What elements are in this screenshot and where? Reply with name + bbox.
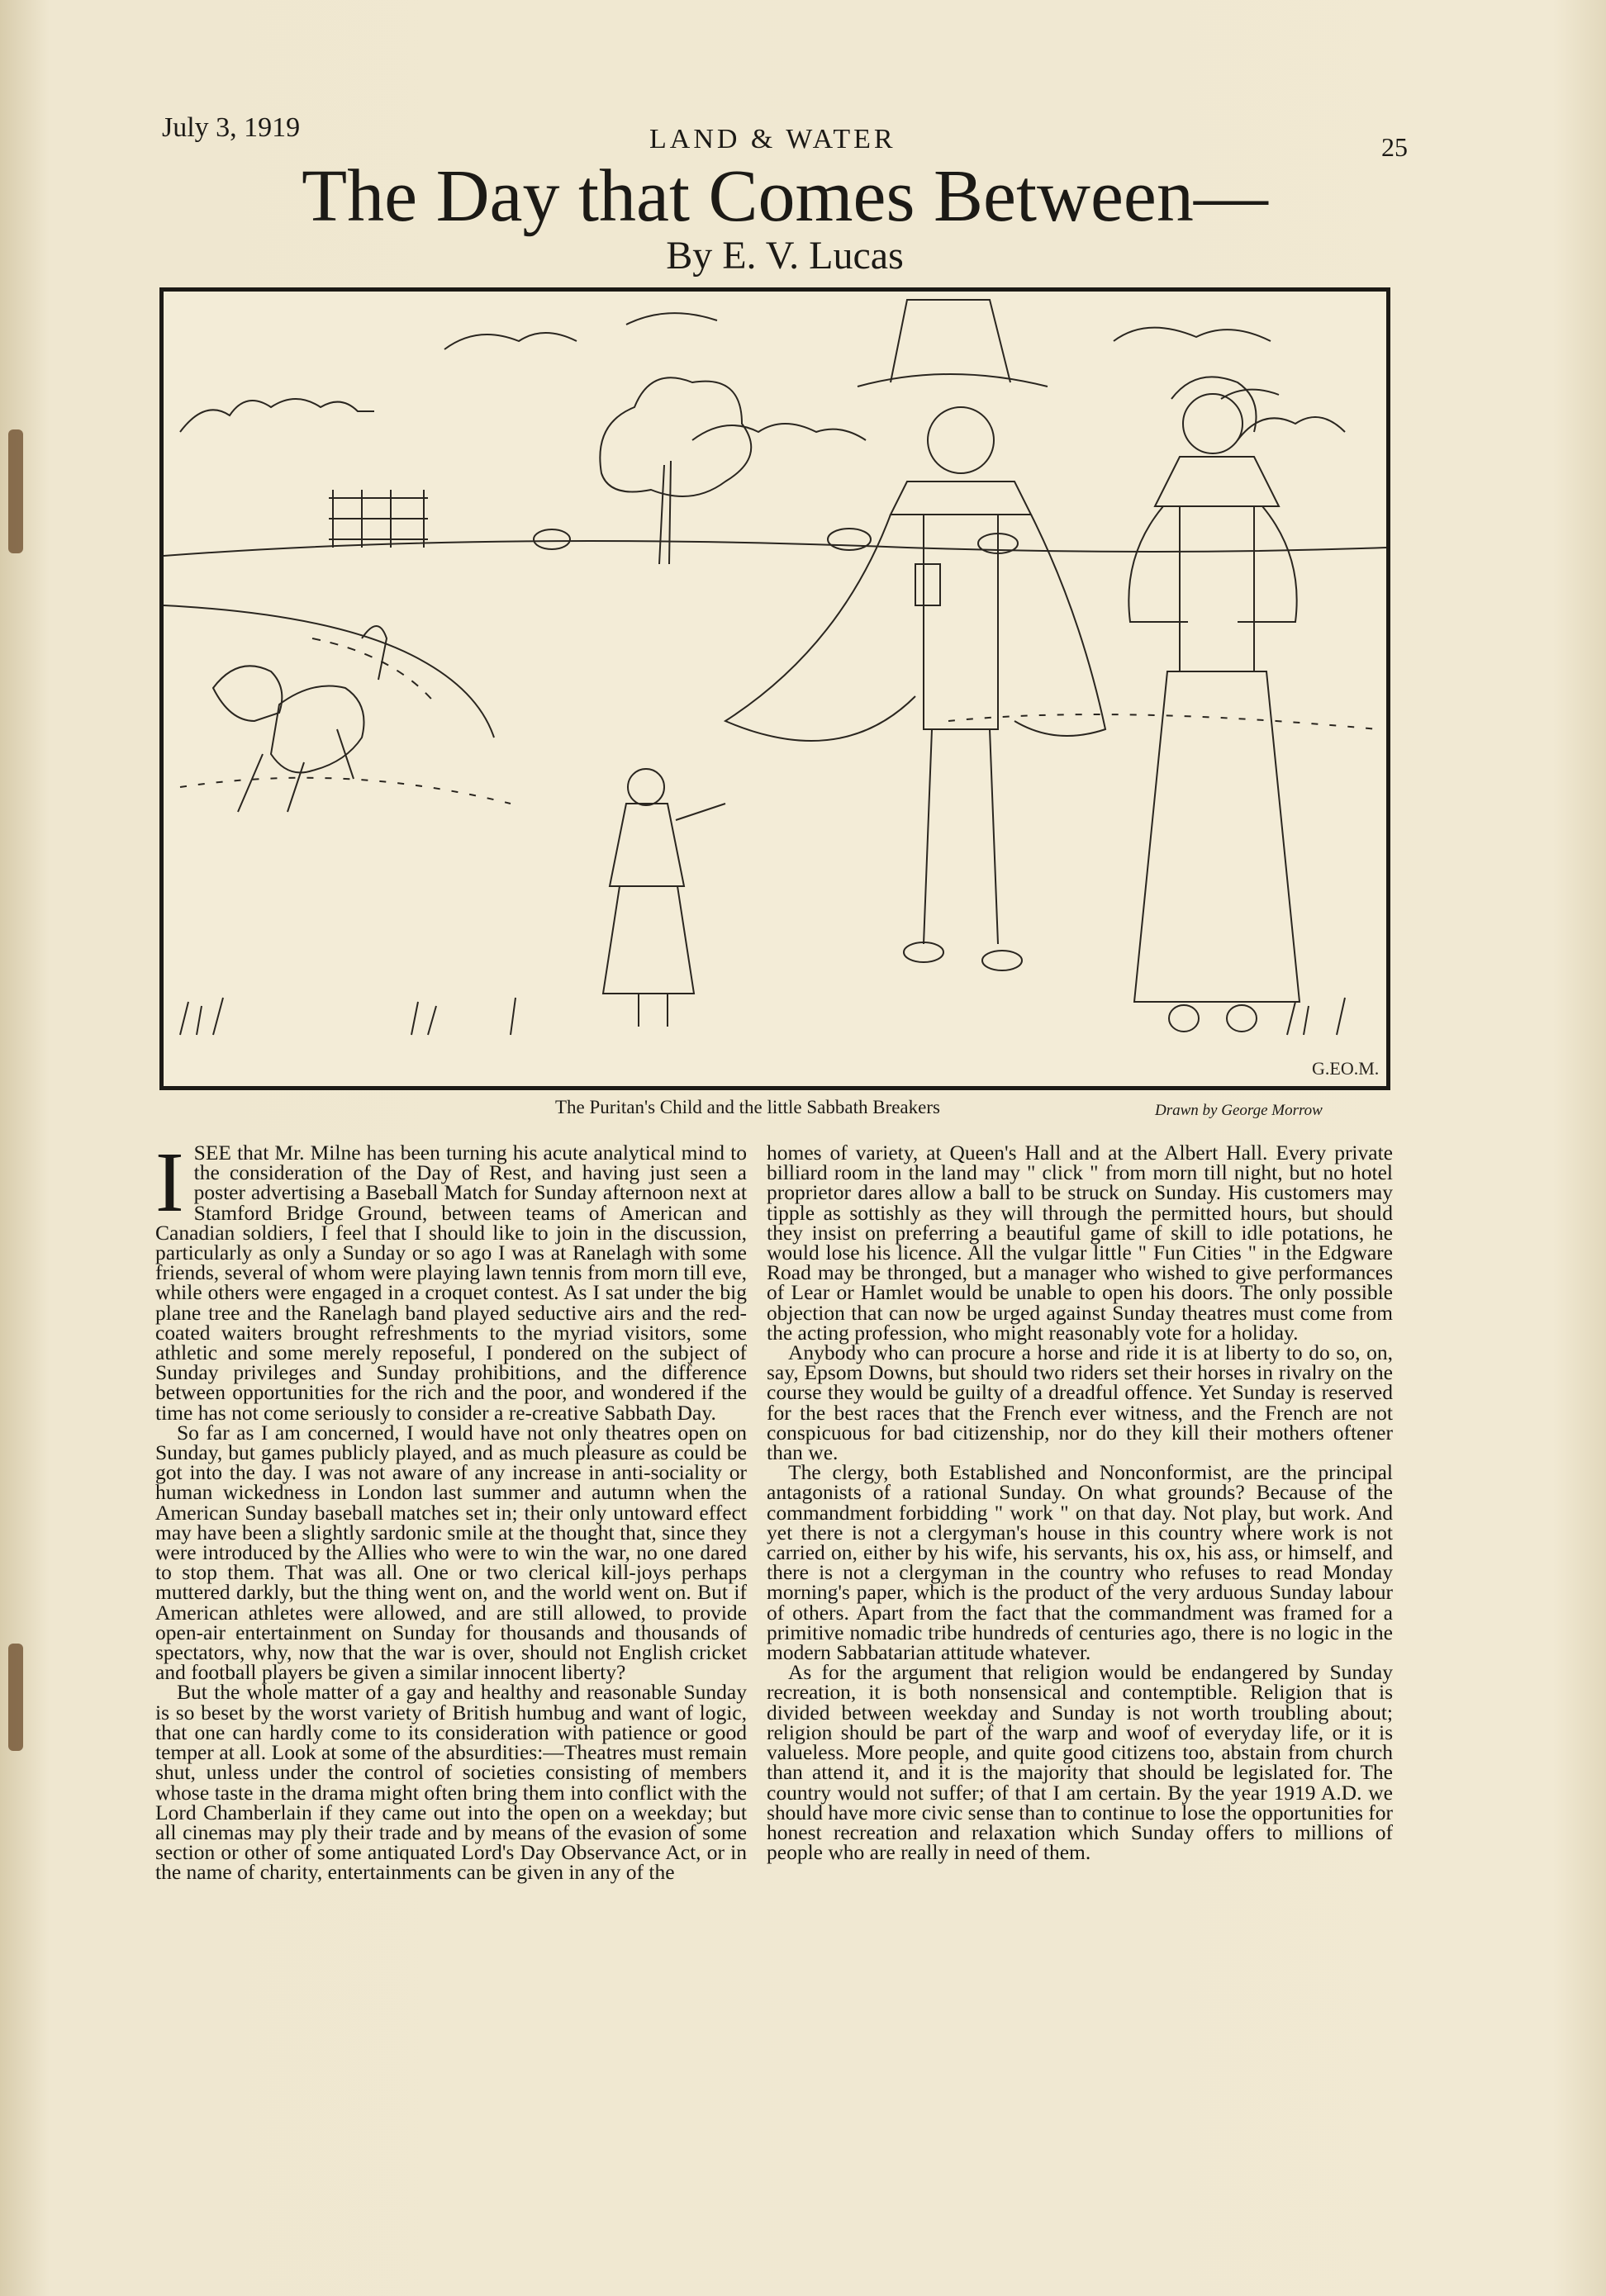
illustration-drawing	[164, 292, 1386, 1086]
paragraph: Anybody who can procure a horse and ride it is at liberty to do so, on, say, Epsom Downs, but should two riders set their horses in rivalry on the course they would be guilty of a dreadful offence. Yet Sunday is reserved for the best races that the French ever witness, and the French are not conspicuous for bad citizenship, nor do they kill their mothers oftener than we.	[767, 1340, 1393, 1465]
illustration-caption: The Puritan's Child and the little Sabbath Breakers	[555, 1097, 940, 1117]
paragraph: The clergy, both Established and Nonconformist, are the principal antagonists of a rational Sunday. On what grounds? Because of the commandment forbidding " work " on that day. Not play, but work. And yet there is not a clergyman's house in this country where work is not carried on, either by his wife, his servants, his ox, his ass, or himself, and there is not a clergyman in the country who refuses to read Monday morning's paper, which is the product of the very arduous Sunday labour of others. Apart from the fact that the commandment was framed for a primitive nomadic tribe hundreds of centuries ago, there is no logic in the modern Sabbatarian attitude whatever.	[767, 1460, 1393, 1665]
article-byline: By E. V. Lucas	[666, 234, 904, 278]
illustration-credit: Drawn by George Morrow	[1155, 1102, 1323, 1119]
illustrator-signature: G.EO.M.	[1312, 1058, 1380, 1079]
page-number: 25	[1381, 132, 1408, 162]
binding-stain	[8, 1644, 23, 1751]
illustration	[159, 287, 1390, 1090]
article-title: The Day that Comes Between—	[302, 155, 1268, 237]
paragraph-text: SEE that Mr. Milne has been turning his acute analytical mind to the consideration of the Day of Rest, and having just seen a poster advertising a Baseball Match for Sunday afternoon next at Stamford Bridge Ground, between teams of American and Canadian soldiers, I feel that I should like to join in the discussion, particularly as only a Sunday or so ago I was at Ranelagh with some friends, several of whom were playing lawn tennis from morn till eve, while others were engaged in a croquet contest. As I sat under the big plane tree and the Ranelagh band played seductive airs and the red-coated waiters brought refreshments to the myriad visitors, some athletic and some merely reposeful, I pondered on the subject of Sunday privileges and Sunday prohibitions, and the difference between opportunities for the rich and the poor, and wondered if the time has not come seriously to consider a re-creative Sabbath Day.	[155, 1141, 747, 1425]
binding-stain	[8, 429, 23, 553]
paragraph: homes of variety, at Queen's Hall and at the Albert Hall. Every private billiard room in the land may " click " from morn till night, but no hotel proprietor dares allow a ball to be struck on Sunday. His customers may tipple as sottishly as they will through the permitted hours, but should they insist on preferring a beautiful game of skill to idle potations, he would lose his licence. All the vulgar little " Fun Cities " in the Edgware Road may be thronged, but a manager who wished to give performances of Lear or Hamlet would be unable to open his doors. The only possible objection that can now be urged against Sunday theatres must come from the acting profession, who might reasonably vote for a holiday.	[767, 1141, 1393, 1345]
magazine-name: LAND & WATER	[649, 124, 896, 154]
drop-cap: I	[155, 1135, 184, 1230]
issue-date: July 3, 1919	[162, 112, 301, 143]
article-column-left	[155, 1135, 747, 1885]
paragraph	[155, 1135, 747, 1425]
paragraph: As for the argument that religion would be endangered by Sunday recreation, it is both nonsensical and contemptible. Religion that is divided between weekday and Sunday is not worth troubling about; religion should be part of the warp and woof of everyday life, or it is valueless. More people, and quite good citizens too, abstain from church than attend it, and it is the majority that should be legislated for. The country would not suffer; of that I am certain. By the year 1919 A.D. we should have more civic sense than to continue to lose the opportunities for honest recreation and relaxation which Sunday offers to millions of people who are really in need of them.	[767, 1660, 1393, 1865]
paragraph: But the whole matter of a gay and healthy and reasonable Sunday is so beset by the worst variety of British humbug and want of logic, that one can hardly come to its consideration with patience or good temper at all. Look at some of the absurdities:—Theatres must remain shut, unless under the control of societies consisting of members whose taste in the drama might often bring them into conflict with the Lord Chamberlain if they came out into the open on a weekday; but all cinemas may ply their trade and by means of the evasion of some section or other of some antiquated Lord's Day Observance Act, or in the name of charity, entertainments can be given in any of the	[155, 1680, 747, 1885]
paragraph: So far as I am concerned, I would have not only theatres open on Sunday, but games publicly played, and as much pleasure as could be got into the day. I was not aware of any increase in anti-sociality or human wickedness in London last summer and autumn when the American Sunday baseball matches set in; their only untoward effect may have been a slightly sardonic smile at the thought that, since they were introduced by the Allies who were to win the war, no one dared to stop them. That was all. One or two clerical kill-joys perhaps muttered darkly, but the thing went on, and the world went on. But if American athletes were allowed, and are still allowed, to provide open-air entertainment on Sunday for thousands and thousands of spectators, why, now that the war is over, should not English cricket and football players be given a similar innocent liberty?	[155, 1420, 747, 1685]
article-column-right	[767, 1141, 1393, 1865]
